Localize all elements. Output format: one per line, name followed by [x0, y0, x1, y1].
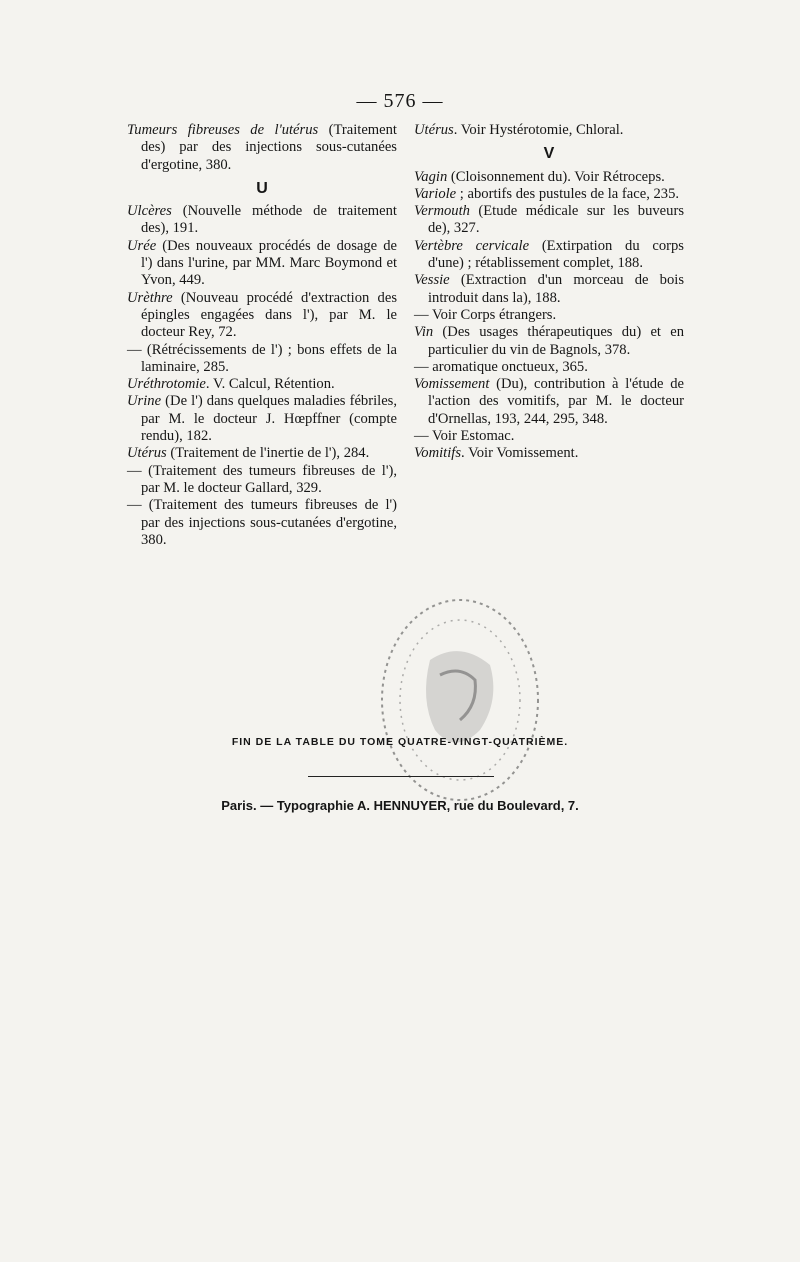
entry-text: (Nouveau procédé d'extraction des épingles engagées dans l'), par M. le docteur Rey, 72. — [141, 289, 397, 341]
entry-text: — aromatique onctueux, 365. — [414, 358, 588, 375]
entry-term: Uréthrotomie — [127, 376, 206, 393]
entry-text: . Voir Hystérotomie, Chloral. — [453, 122, 624, 138]
index-entry — [127, 203, 397, 238]
entry-term: Urine — [127, 393, 162, 410]
entry-text: — Voir Corps étrangers. — [414, 306, 557, 323]
entry-text: — Voir Estomac. — [414, 428, 515, 445]
entry-text: (Des nouveaux procédés de dosage de l') dans l'urine, par MM. Marc Boymond et Yvon, 449. — [141, 237, 397, 289]
entry-term: Vomissement — [414, 376, 490, 393]
index-entry — [414, 122, 684, 139]
letter-heading: U — [256, 179, 268, 197]
divider — [308, 776, 494, 777]
index-entry — [414, 428, 684, 445]
left-column — [127, 122, 397, 549]
entry-text: ; abortifs des pustules de la face, 235. — [456, 185, 680, 202]
index-entry — [127, 290, 397, 342]
right-column — [414, 122, 684, 463]
entry-term: Urèthre — [127, 289, 173, 306]
entry-text: (Etude médicale sur les buveurs de), 327. — [428, 203, 684, 237]
library-stamp-icon — [360, 580, 560, 830]
index-entry — [414, 445, 684, 462]
entry-term: Vertèbre cervicale — [414, 237, 530, 254]
entry-term: Vomitifs — [414, 445, 462, 462]
index-entry — [127, 122, 397, 174]
entry-text: (Traitement des) par des injections sous-cutanées d'ergotine, 380. — [141, 122, 397, 173]
entry-text: (Des usages thérapeutiques du) et en particulier du vin de Bagnols, 378. — [428, 324, 684, 358]
index-entry — [127, 238, 397, 290]
entry-text: (Extraction d'un morceau de bois introduit dans la), 188. — [428, 272, 684, 306]
index-entry — [127, 393, 397, 445]
entry-text: (Nouvelle méthode de traitement des), 191. — [141, 203, 397, 237]
end-of-table-line: FIN DE LA TABLE DU TOME QUATRE-VINGT-QUATRIÈME. — [231, 736, 569, 748]
entry-text: — (Traitement des tumeurs fibreuses de l') par des injections sous-cutanées d'ergotine, 380. — [127, 497, 397, 548]
entry-text: (De l') dans quelques maladies fébriles, par M. le docteur J. Hœpffner (compte rendu), 182. — [141, 393, 397, 445]
index-entry — [414, 324, 684, 359]
entry-text: (Traitement de l'inertie de l'), 284. — [166, 445, 370, 462]
index-entry — [127, 342, 397, 377]
index-entry — [127, 463, 397, 498]
entry-term: Tumeurs fibreuses de l'utérus — [127, 122, 319, 138]
printer-imprint: Paris. — Typographie A. HENNUYER, rue du Boulevard, 7. — [221, 798, 579, 813]
entry-text: (Extirpation du corps d'une) ; rétablissement complet, 188. — [428, 237, 684, 272]
entry-text: — (Traitement des tumeurs fibreuses de l'), par M. le docteur Gallard, 329. — [127, 462, 397, 496]
entry-term: Vermouth — [414, 203, 470, 220]
index-entry — [414, 169, 684, 186]
entry-term: Vin — [414, 324, 434, 341]
entry-term: Utérus — [127, 445, 167, 462]
index-entry — [414, 272, 684, 307]
entry-term: Vagin — [414, 168, 448, 185]
entry-term: Vessie — [414, 272, 450, 289]
index-entry — [127, 445, 397, 462]
entry-text: . V. Calcul, Rétention. — [205, 376, 335, 393]
letter-heading: V — [543, 145, 555, 163]
entry-text: (Cloisonnement du). Voir Rétroceps. — [447, 168, 665, 185]
entry-term: Urée — [127, 237, 157, 254]
entry-text: (Du), contribution à l'étude de l'action des vomitifs, par M. le docteur d'Ornellas, 193, 244, 295, 348. — [428, 376, 684, 427]
index-entry — [414, 238, 684, 273]
index-entry — [414, 203, 684, 238]
index-entry — [414, 186, 684, 203]
entry-text: . Voir Vomissement. — [461, 445, 579, 462]
entry-text: — (Rétrécissements de l') ; bons effets de la laminaire, 285. — [127, 341, 397, 375]
index-entry — [414, 307, 684, 324]
index-entry — [414, 359, 684, 376]
entry-term: Ulcères — [127, 203, 172, 220]
index-entry — [127, 376, 397, 393]
index-entry — [127, 497, 397, 549]
entry-term: Variole — [414, 185, 457, 202]
page-number: — 576 — — [356, 90, 444, 112]
index-entry — [414, 376, 684, 428]
entry-term: Utérus — [414, 122, 454, 138]
